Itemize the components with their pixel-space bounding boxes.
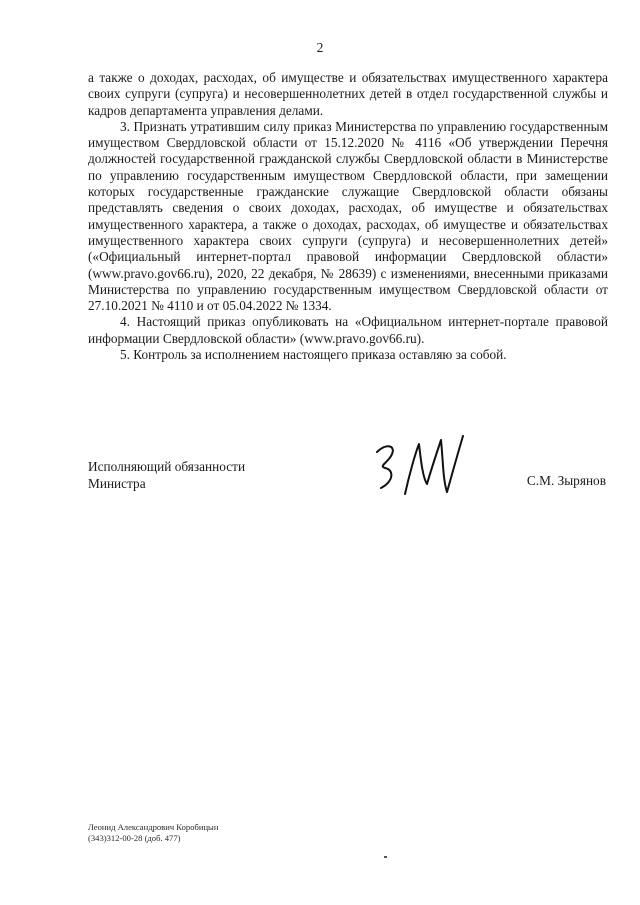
handwritten-signature bbox=[371, 432, 481, 508]
paragraph-item-5: 5. Контроль за исполнением настоящего приказа оставляю за собой. bbox=[120, 347, 507, 363]
document-body bbox=[88, 70, 608, 363]
scan-dot bbox=[384, 856, 387, 858]
paragraph-item-3: 3. Признать утратившим силу приказ Министерства по управлению государственным имуществом Свердловской области от 15.12.2020 № 4116 «Об утверждении Перечня должностей государственной гражданской службы Свердловской области в Министерстве по управлению государственным имуществом Свердловской области, при замещении которых государственные гражданские служащие Свердловской области обязаны представлять сведения о своих доходах, расходах, об имуществе и обязательствах имущественного характера, а также о доходах, расходах, об имуществе и обязательствах имущественного характера своих супруги (супруга) и несовершеннолетних детей» («Официальный интернет-портал правовой информации Свердловской области» (www.pravo.gov66.ru), 2020, 22 декабря, № 28639) с изменениями, внесенными приказами Министерства по управлению государственным имуществом Свердловской области от 27.10.2021 № 4110 и от 05.04.2022 № 1334. bbox=[88, 118, 608, 314]
signer-position-line1: Исполняющий обязанности bbox=[88, 459, 246, 474]
executor-phone: (343)312-00-28 (доб. 477) bbox=[88, 833, 181, 843]
paragraph-continuation: а также о доходах, расходах, об имуществе и обязательствах имущественного характера своих супруги (супруга) и несовершеннолетних детей в отдел государственной службы и кадров департамента управления делами. bbox=[88, 70, 608, 118]
executor-info bbox=[88, 822, 218, 844]
page-number: 2 bbox=[316, 40, 324, 55]
signer-position-line2: Министра bbox=[88, 476, 146, 491]
signature-block bbox=[88, 458, 608, 518]
paragraph-item-4: 4. Настоящий приказ опубликовать на «Официальном интернет-портале правовой информации Свердловской области» (www.pravo.gov66.ru). bbox=[88, 314, 608, 346]
signer-position bbox=[88, 458, 245, 492]
signer-name: С.М. Зырянов bbox=[526, 473, 606, 488]
executor-name: Леонид Александрович Коробицын bbox=[88, 822, 219, 832]
